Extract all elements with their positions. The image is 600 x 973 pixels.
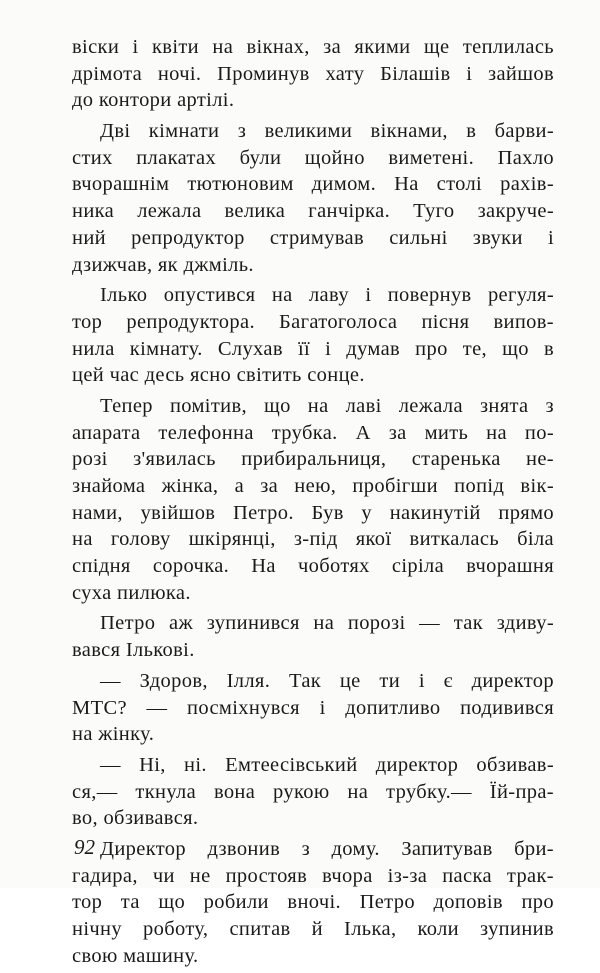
- text-line: на жінку.: [72, 723, 155, 746]
- page-text: [72, 34, 554, 973]
- paragraph-5: [72, 610, 554, 663]
- text-line: тор репродуктора. Багатоголоса пісня випов-: [72, 310, 554, 333]
- text-line: віски і квіти на вікнах, за якими ще теплилась: [72, 36, 554, 58]
- text-line: розі з'явилась прибиральниця, старенька не-: [72, 448, 554, 471]
- text-line: дрімота ночі. Проминув хату Білашів і зайшов: [72, 62, 554, 85]
- text-line: вався Ількові.: [72, 639, 195, 662]
- text-line: до контори артілі.: [72, 89, 235, 112]
- paragraph-8: [72, 836, 554, 969]
- page-number: 92: [74, 835, 95, 859]
- text-line: суха пилюка.: [72, 581, 191, 604]
- paragraph-7: [72, 752, 554, 832]
- text-line: нами, увійшов Петро. Був у накинутій прямо: [72, 501, 554, 524]
- text-line: вчорашнім тютюновим димом. На столі рахів-: [72, 173, 554, 196]
- text-line: спідня сорочка. На чоботях сіріла вчорашня: [72, 555, 554, 578]
- text-line: стих плакатах були щойно виметені. Пахло: [72, 146, 554, 169]
- text-line: — Здоров, Ілля. Так це ти і є директор: [100, 669, 554, 692]
- text-line: Петро аж зупинився на порозі — так здиву-: [100, 612, 554, 635]
- text-line: свою машину.: [72, 944, 199, 967]
- paragraph-6: [72, 668, 554, 748]
- text-line: дзижчав, як джміль.: [72, 253, 254, 276]
- text-line: тор та що робили вночі. Петро доповів про: [72, 891, 554, 914]
- text-line: гадира, чи не простояв вчора із-за паска трак-: [72, 864, 554, 887]
- text-line: апарата телефонна трубка. А за мить на по-: [72, 421, 554, 444]
- text-line: ний репродуктор стримував сильні звуки і: [72, 226, 554, 249]
- text-line: знайома жінка, а за нею, пробігши попід вік-: [72, 475, 554, 497]
- text-line: во, обзивався.: [72, 807, 199, 830]
- text-line: ся,— ткнула вона рукою на трубку.— Їй-пра-: [72, 780, 554, 803]
- paragraph-3: [72, 282, 554, 389]
- text-line: нила кімнату. Слухав її і думав про те, що в: [72, 337, 554, 360]
- text-line: цей час десь ясно світить сонце.: [72, 364, 365, 387]
- text-line: ника лежала велика ганчірка. Туго закруче-: [72, 200, 554, 223]
- paragraph-4: [72, 393, 554, 607]
- text-line: Тепер помітив, що на лаві лежала знята з: [100, 394, 554, 417]
- paragraph-2: [72, 118, 554, 278]
- text-line: Дві кімнати з великими вікнами, в барви-: [100, 120, 554, 143]
- text-line: Директор дзвонив з дому. Запитував бри-: [100, 837, 554, 860]
- text-line: Ілько опустився на лаву і повернув регуля-: [100, 284, 554, 307]
- paragraph-1: [72, 34, 554, 114]
- text-line: МТС? — посміхнувся і допитливо подивився: [72, 696, 554, 719]
- text-line: на голову шкірянці, з-під якої виткалась біла: [72, 528, 554, 551]
- text-line: нічну роботу, спитав й Ілька, коли зупинив: [72, 918, 554, 940]
- text-line: — Ні, ні. Емтеесівський директор обзивав-: [100, 753, 554, 776]
